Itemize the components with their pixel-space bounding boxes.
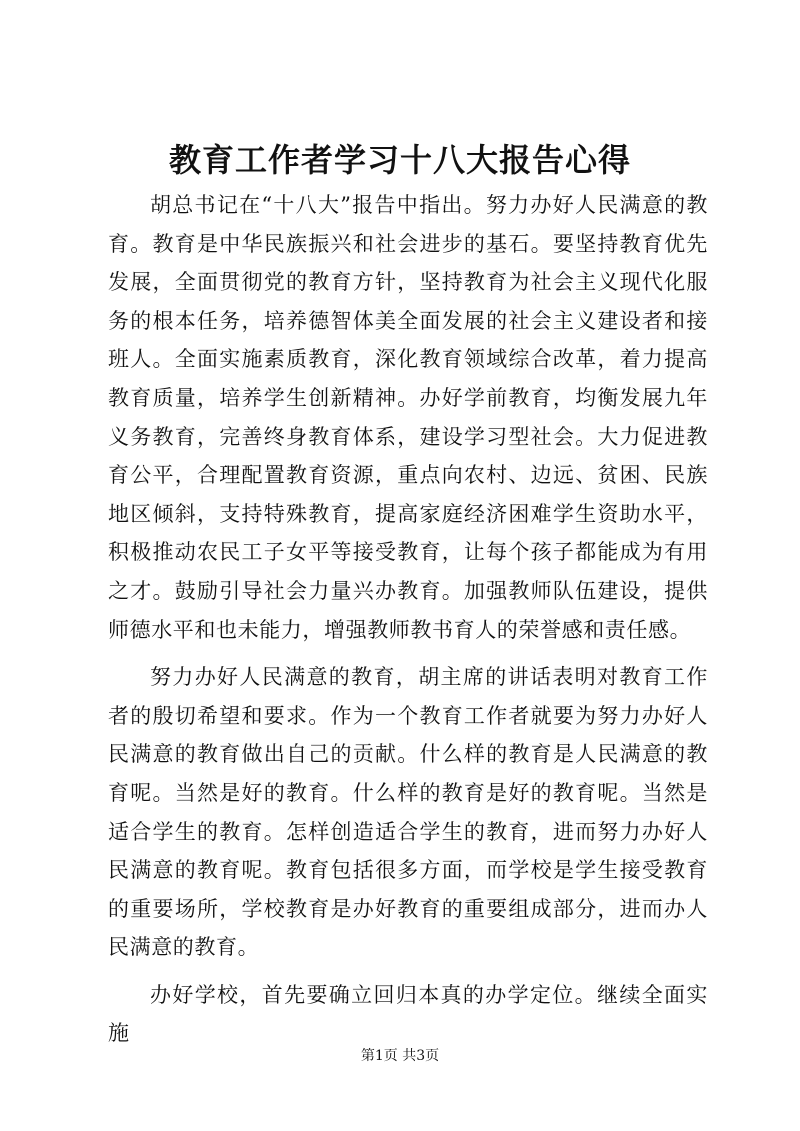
document-title: 教育工作者学习十八大报告心得 [168,141,631,179]
page-footer: 第1页 共3页 [360,1048,440,1064]
paragraph-3: 办好学校，首先要确立回归本真的办学定位。继续全面实施 [108,982,708,1046]
document-body [108,186,708,1053]
paragraph-1: 胡总书记在“十八大”报告中指出。努力办好人民满意的教育。教育是中华民族振兴和社会进步的基石。要坚持教育优先发展，全面贯彻党的教育方针，坚持教育为社会主义现代化服务的根本任务，培养德智体美全面发展的社会主义建设者和接班人。全面实施素质教育，深化教育领域综合改革，着力提高教育质量，培养学生创新精神。办好学前教育，均衡发展九年义务教育，完善终身教育体系，建设学习型社会。大力促进教育公平，合理配置教育资源，重点向农村、边远、贫困、民族地区倾斜，支持特殊教育，提高家庭经济困难学生资助水平，积极推动农民工子女平等接受教育，让每个孩子都能成为有用之才。鼓励引导社会力量兴办教育。加强教师队伍建设，提供师德水平和也未能力，增强教师教书育人的荣誉感和责任感。 [108,193,708,642]
paragraph-2: 努力办好人民满意的教育，胡主席的讲话表明对教育工作者的殷切希望和要求。作为一个教育工作者就要为努力办好人民满意的教育做出自己的贡献。什么样的教育是人民满意的教育呢。当然是好的教育。什么样的教育是好的教育呢。当然是适合学生的教育。怎样创造适合学生的教育，进而努力办好人民满意的教育呢。教育包括很多方面，而学校是学生接受教育的重要场所，学校教育是办好教育的重要组成部分，进而办人民满意的教育。 [108,665,708,960]
